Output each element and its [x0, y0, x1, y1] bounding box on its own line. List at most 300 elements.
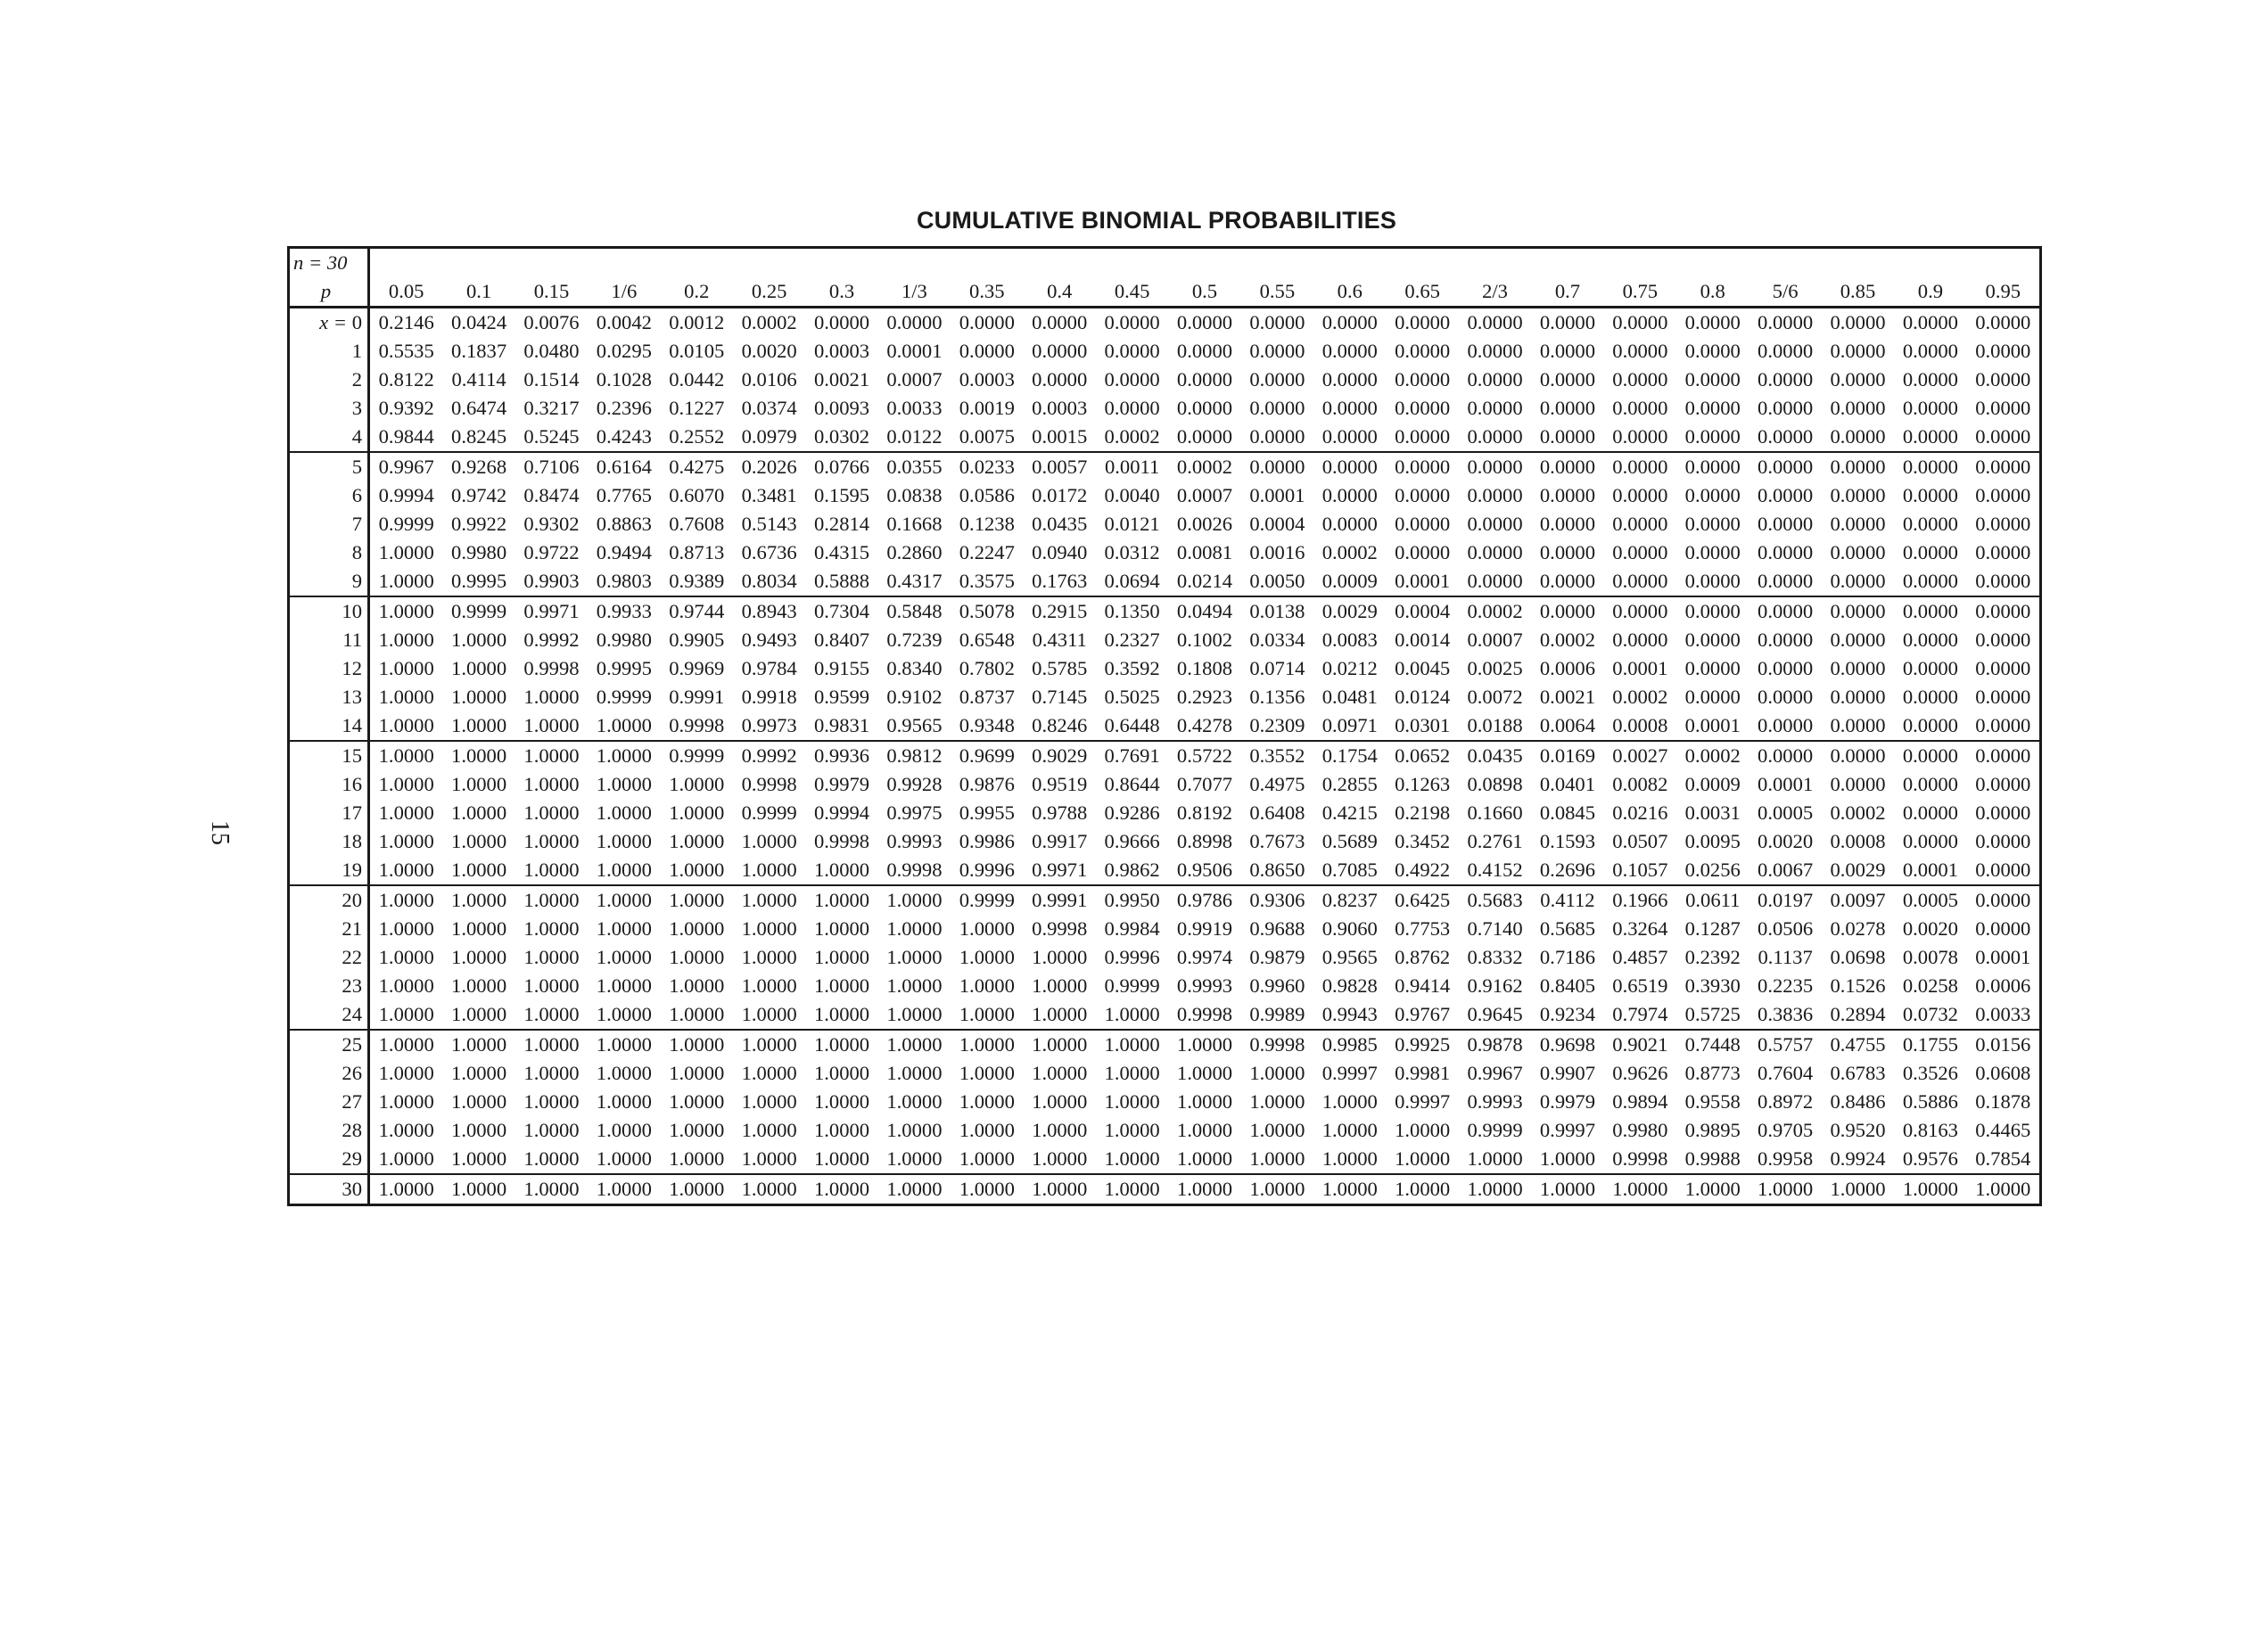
table-row [289, 770, 2041, 799]
probability-cell: 1.0000 [515, 856, 588, 885]
probability-cell: 0.0732 [1894, 1000, 1966, 1030]
probability-cell: 0.8237 [1321, 889, 1378, 911]
probability-cell: 1.0000 [596, 946, 652, 968]
probability-cell: 0.0000 [1539, 513, 1596, 535]
probability-cell: 0.9955 [959, 801, 1015, 824]
probability-cell: 0.4315 [813, 541, 870, 563]
p-value-header: 0.5 [1168, 277, 1240, 308]
probability-cell: 0.0000 [1249, 397, 1305, 419]
probability-cell: 0.9999 [596, 686, 652, 708]
probability-cell: 1.0000 [813, 917, 870, 940]
x-value: 20 [342, 889, 362, 911]
probability-cell: 0.6070 [669, 484, 725, 506]
probability-cell: 0.3575 [951, 567, 1023, 596]
probability-cell: 1.0000 [886, 974, 943, 997]
probability-cell: 0.9997 [1321, 1062, 1378, 1084]
probability-cell: 0.0000 [1467, 311, 1523, 333]
probability-cell: 1.0000 [669, 1033, 725, 1056]
probability-cell: 0.9831 [805, 711, 877, 741]
probability-cell: 0.9984 [1104, 917, 1160, 940]
probability-cell: 0.9974 [1176, 946, 1233, 968]
probability-cell: 1.0000 [1176, 1033, 1233, 1056]
probability-cell: 0.0000 [1531, 567, 1603, 596]
probability-cell: 1.0000 [951, 1000, 1023, 1030]
x-value: 25 [342, 1033, 362, 1056]
probability-cell: 0.0000 [1395, 484, 1451, 506]
probability-cell: 1.0000 [669, 917, 725, 940]
probability-cell: 1.0000 [523, 773, 580, 795]
probability-cell: 0.0000 [1822, 423, 1894, 452]
probability-cell: 0.0000 [1902, 456, 1958, 478]
probability-cell: 1.0000 [1032, 974, 1088, 997]
table-row [289, 799, 2041, 827]
probability-cell: 0.9286 [1104, 801, 1160, 824]
probability-cell: 0.0172 [1032, 484, 1088, 506]
probability-cell: 0.9936 [813, 744, 870, 767]
table-row [289, 827, 2041, 856]
p-value-header: 0.95 [1967, 277, 2041, 308]
probability-cell: 0.0124 [1395, 686, 1451, 708]
probability-cell: 0.0000 [1249, 456, 1305, 478]
probability-cell: 1.0000 [1024, 1000, 1096, 1030]
probability-cell: 0.9389 [661, 567, 733, 596]
probability-cell: 1.0000 [378, 1178, 434, 1200]
probability-cell: 0.0258 [1902, 974, 1958, 997]
p-value-header: 0.1 [442, 277, 515, 308]
probability-cell: 0.0000 [1758, 629, 1814, 651]
probability-cell: 0.0000 [1539, 368, 1596, 390]
table-row [289, 711, 2041, 741]
probability-cell: 0.0006 [1975, 974, 2031, 997]
probability-cell: 0.0002 [1539, 629, 1596, 651]
probability-cell: 0.0019 [959, 397, 1015, 419]
probability-cell: 0.1966 [1612, 889, 1668, 911]
probability-cell: 0.0000 [1395, 456, 1451, 478]
probability-cell: 0.9493 [741, 629, 797, 651]
probability-cell: 1.0000 [1176, 1062, 1233, 1084]
probability-cell: 0.8972 [1758, 1090, 1814, 1113]
probability-cell: 0.4112 [1540, 889, 1595, 911]
probability-cell: 1.0000 [661, 856, 733, 885]
probability-cell: 1.0000 [805, 1000, 877, 1030]
probability-cell: 0.0000 [1830, 629, 1886, 651]
probability-cell: 0.9879 [1249, 946, 1305, 968]
probability-cell: 0.1514 [523, 368, 580, 390]
table-row [289, 972, 2041, 1000]
probability-cell: 0.0050 [1241, 567, 1313, 596]
probability-cell: 1.0000 [741, 1178, 797, 1200]
probability-cell: 0.0000 [1975, 368, 2031, 390]
probability-cell: 0.0000 [1902, 744, 1958, 767]
probability-cell: 1.0000 [515, 1000, 588, 1030]
probability-cell: 0.0000 [1395, 340, 1451, 362]
x-value: 2 [351, 368, 362, 390]
probability-cell: 0.0076 [523, 311, 580, 333]
probability-cell: 0.0000 [1902, 801, 1958, 824]
probability-cell: 0.6783 [1830, 1062, 1886, 1084]
probability-cell: 0.1593 [1539, 830, 1596, 852]
probability-cell: 0.0000 [1539, 397, 1596, 419]
probability-cell: 0.1595 [813, 484, 870, 506]
probability-cell: 1.0000 [596, 1033, 652, 1056]
probability-cell: 1.0000 [886, 889, 943, 911]
probability-cell: 0.9996 [1104, 946, 1160, 968]
probability-cell: 1.0000 [596, 917, 652, 940]
probability-cell: 1.0000 [596, 773, 652, 795]
probability-cell: 0.9995 [442, 567, 515, 596]
probability-cell: 0.0197 [1758, 889, 1814, 911]
probability-cell: 0.0000 [1684, 340, 1741, 362]
probability-cell: 0.7077 [1176, 773, 1233, 795]
probability-cell: 0.0652 [1395, 744, 1451, 767]
probability-cell: 0.9980 [596, 629, 652, 651]
probability-cell: 0.0212 [1321, 657, 1378, 679]
probability-cell: 1.0000 [523, 1178, 580, 1200]
probability-cell: 0.7753 [1395, 917, 1451, 940]
probability-cell: 0.0000 [1539, 340, 1596, 362]
probability-cell: 0.0188 [1459, 711, 1531, 741]
probability-cell: 0.0000 [1531, 423, 1603, 452]
probability-cell: 0.0002 [1321, 541, 1378, 563]
probability-cell: 1.0000 [1104, 1033, 1160, 1056]
table-row [289, 337, 2041, 366]
p-value-header: 0.9 [1894, 277, 1966, 308]
probability-cell: 0.1057 [1604, 856, 1676, 885]
probability-cell: 1.0000 [741, 1033, 797, 1056]
probability-cell: 1.0000 [959, 1119, 1015, 1141]
probability-cell: 1.0000 [523, 830, 580, 852]
probability-cell: 0.0000 [1902, 600, 1958, 622]
probability-cell: 0.0169 [1539, 744, 1596, 767]
probability-cell: 0.9894 [1612, 1090, 1668, 1113]
probability-cell: 0.0000 [1830, 513, 1886, 535]
probability-cell: 0.2198 [1395, 801, 1451, 824]
probability-cell: 0.7604 [1758, 1062, 1814, 1084]
probability-cell: 0.9907 [1539, 1062, 1596, 1084]
probability-cell: 0.9155 [813, 657, 870, 679]
x-value: 4 [351, 425, 362, 448]
probability-cell: 1.0000 [741, 830, 797, 852]
probability-cell: 0.8713 [669, 541, 725, 563]
probability-cell: 0.0000 [1684, 311, 1741, 333]
probability-cell: 1.0000 [959, 1090, 1015, 1113]
probability-cell: 0.0002 [1830, 801, 1886, 824]
probability-cell: 0.7974 [1604, 1000, 1676, 1030]
table-row [289, 626, 2041, 654]
probability-cell: 0.1137 [1758, 946, 1813, 968]
probability-cell: 0.0057 [1032, 456, 1088, 478]
probability-cell: 0.0435 [1032, 513, 1088, 535]
table-row [289, 366, 2041, 394]
probability-cell: 0.9925 [1395, 1033, 1451, 1056]
probability-cell: 1.0000 [1684, 1178, 1741, 1200]
probability-cell: 0.4114 [451, 368, 506, 390]
probability-cell: 0.2761 [1467, 830, 1523, 852]
x-value: 0 [351, 311, 362, 333]
probability-cell: 0.0000 [1894, 567, 1966, 596]
probability-cell: 0.0435 [1467, 744, 1523, 767]
probability-cell: 0.2235 [1758, 974, 1814, 997]
probability-cell: 0.0000 [1313, 423, 1386, 452]
probability-cell: 1.0000 [733, 856, 805, 885]
probability-cell: 0.9928 [886, 773, 943, 795]
probability-cell: 0.9919 [1176, 917, 1233, 940]
probability-cell: 1.0000 [669, 889, 725, 911]
probability-cell: 1.0000 [669, 830, 725, 852]
probability-cell: 0.4311 [1032, 629, 1087, 651]
probability-cell: 0.0000 [1967, 711, 2041, 741]
p-value-header: 1/6 [588, 277, 660, 308]
probability-cell: 0.0001 [1676, 711, 1749, 741]
x-value: 3 [351, 397, 362, 419]
x-label [289, 481, 369, 510]
probability-cell: 1.0000 [1032, 946, 1088, 968]
probability-cell: 1.0000 [378, 744, 434, 767]
probability-cell: 0.0000 [1894, 423, 1966, 452]
probability-cell: 0.0000 [1830, 311, 1886, 333]
table-row [289, 452, 2041, 481]
probability-cell: 0.0121 [1104, 513, 1160, 535]
probability-cell: 0.0005 [1758, 801, 1814, 824]
probability-cell: 0.9979 [813, 773, 870, 795]
probability-cell: 0.2552 [661, 423, 733, 452]
probability-cell: 0.9993 [886, 830, 943, 852]
probability-cell: 1.0000 [805, 1145, 877, 1174]
probability-cell: 0.3552 [1249, 744, 1305, 767]
probability-cell: 0.9234 [1531, 1000, 1603, 1030]
probability-cell: 1.0000 [378, 629, 434, 651]
probability-cell: 0.4755 [1830, 1033, 1886, 1056]
probability-cell: 0.9993 [1176, 974, 1233, 997]
x-label [289, 366, 369, 394]
probability-cell: 1.0000 [451, 1062, 507, 1084]
x-value: 29 [342, 1147, 362, 1170]
x-label [289, 567, 369, 596]
probability-cell: 0.0000 [1249, 368, 1305, 390]
p-label-text: p [320, 280, 332, 302]
probability-cell: 0.4275 [669, 456, 725, 478]
probability-cell: 0.9922 [451, 513, 507, 535]
table-row [289, 1059, 2041, 1088]
probability-cell: 0.0000 [1684, 686, 1741, 708]
probability-cell: 0.2309 [1241, 711, 1313, 741]
probability-cell: 0.0000 [1604, 423, 1676, 452]
probability-cell: 1.0000 [886, 1033, 943, 1056]
table-row [289, 1088, 2041, 1116]
table-row [289, 538, 2041, 567]
probability-cell: 0.0000 [1902, 340, 1958, 362]
probability-cell: 0.0000 [1612, 629, 1668, 651]
probability-cell: 0.0078 [1902, 946, 1958, 968]
probability-cell: 1.0000 [886, 1119, 943, 1141]
probability-cell: 1.0000 [369, 1000, 443, 1030]
probability-cell: 0.2396 [596, 397, 652, 419]
probability-cell: 1.0000 [886, 1090, 943, 1113]
probability-cell: 1.0000 [588, 856, 660, 885]
probability-cell: 1.0000 [959, 974, 1015, 997]
probability-cell: 1.0000 [1249, 1062, 1305, 1084]
probability-cell: 1.0000 [741, 974, 797, 997]
probability-cell: 0.0000 [1321, 368, 1378, 390]
probability-cell: 0.0334 [1249, 629, 1305, 651]
table-body [289, 308, 2041, 1205]
probability-cell: 0.2894 [1822, 1000, 1894, 1030]
probability-cell: 0.9917 [1032, 830, 1088, 852]
probability-cell: 0.6164 [596, 456, 652, 478]
probability-cell: 0.0278 [1830, 917, 1886, 940]
probability-cell: 0.0214 [1168, 567, 1240, 596]
probability-cell: 0.9988 [1676, 1145, 1749, 1174]
probability-cell: 1.0000 [588, 1145, 660, 1174]
probability-cell: 1.0000 [378, 946, 434, 968]
probability-cell: 0.9599 [813, 686, 870, 708]
table-row [289, 1174, 2041, 1205]
probability-cell: 0.0233 [959, 456, 1015, 478]
probability-cell: 1.0000 [669, 801, 725, 824]
probability-cell: 0.9991 [1032, 889, 1088, 911]
probability-cell: 0.6425 [1395, 889, 1451, 911]
probability-cell: 0.3930 [1684, 974, 1741, 997]
probability-cell: 0.0000 [1176, 311, 1233, 333]
probability-cell: 0.0611 [1685, 889, 1741, 911]
probability-cell: 0.0000 [1830, 773, 1886, 795]
probability-cell: 0.0000 [1830, 484, 1886, 506]
probability-cell: 0.1837 [451, 340, 507, 362]
probability-cell: 0.0000 [1975, 513, 2031, 535]
probability-cell: 1.0000 [1467, 1178, 1523, 1200]
probability-cell: 0.0000 [1249, 311, 1305, 333]
probability-cell: 0.2860 [886, 541, 943, 563]
probability-cell: 0.7106 [523, 456, 580, 478]
x-label [289, 394, 369, 423]
probability-cell: 0.0000 [1612, 600, 1668, 622]
p-value-header: 0.2 [661, 277, 733, 308]
probability-cell: 0.1002 [1176, 629, 1233, 651]
probability-cell: 1.0000 [669, 773, 725, 795]
probability-cell: 0.0003 [813, 340, 870, 362]
probability-cell: 0.9999 [378, 513, 434, 535]
probability-cell: 0.0000 [1902, 830, 1958, 852]
probability-cell: 1.0000 [378, 773, 434, 795]
probability-cell: 1.0000 [369, 856, 443, 885]
probability-cell: 0.0002 [1467, 600, 1523, 622]
x-value: 14 [342, 714, 362, 736]
x-label [289, 1059, 369, 1088]
p-value-header: 5/6 [1749, 277, 1821, 308]
probability-cell: 0.0000 [1104, 368, 1160, 390]
table-row [289, 885, 2041, 915]
probability-cell: 1.0000 [669, 974, 725, 997]
probability-cell: 0.0000 [1684, 368, 1741, 390]
probability-cell: 0.0694 [1096, 567, 1168, 596]
probability-cell: 0.0002 [1684, 744, 1741, 767]
probability-cell: 0.7802 [959, 657, 1015, 679]
probability-cell: 0.8245 [442, 423, 515, 452]
probability-cell: 0.0004 [1249, 513, 1305, 535]
probability-cell: 0.9698 [1539, 1033, 1596, 1056]
p-value-header: 0.3 [805, 277, 877, 308]
probability-cell: 0.9967 [1467, 1062, 1523, 1084]
probability-cell: 1.0000 [669, 1119, 725, 1141]
probability-cell: 0.0000 [1467, 340, 1523, 362]
probability-cell: 1.0000 [1249, 1119, 1305, 1141]
probability-cell: 0.9998 [1032, 917, 1088, 940]
probability-cell: 0.0898 [1467, 773, 1523, 795]
probability-cell: 1.0000 [523, 1033, 580, 1056]
probability-cell: 0.0480 [523, 340, 580, 362]
probability-cell: 1.0000 [378, 830, 434, 852]
probability-cell: 0.0029 [1822, 856, 1894, 885]
probability-cell: 0.3264 [1612, 917, 1668, 940]
probability-cell: 0.1227 [669, 397, 725, 419]
probability-cell: 0.0000 [1612, 456, 1668, 478]
probability-cell: 1.0000 [1758, 1178, 1814, 1200]
probability-cell: 1.0000 [451, 657, 507, 679]
probability-cell: 0.9924 [1822, 1145, 1894, 1174]
probability-cell: 0.0000 [1902, 513, 1958, 535]
probability-cell: 0.0007 [886, 368, 943, 390]
probability-cell: 1.0000 [1975, 1178, 2031, 1200]
probability-cell: 0.0000 [1395, 541, 1451, 563]
probability-cell: 1.0000 [451, 830, 507, 852]
probability-cell: 0.0000 [1975, 801, 2031, 824]
probability-cell: 0.0000 [1459, 567, 1531, 596]
probability-cell: 0.9971 [1024, 856, 1096, 885]
probability-cell: 1.0000 [669, 1062, 725, 1084]
probability-cell: 0.7145 [1032, 686, 1088, 708]
probability-cell: 1.0000 [1032, 1178, 1088, 1200]
probability-cell: 0.5245 [515, 423, 588, 452]
header-blank [369, 248, 2041, 278]
probability-cell: 0.3452 [1395, 830, 1451, 852]
probability-cell: 0.9803 [588, 567, 660, 596]
probability-cell: 0.0000 [1176, 340, 1233, 362]
probability-cell: 0.0000 [1684, 513, 1741, 535]
header-row-n [289, 248, 2041, 278]
probability-cell: 0.1238 [959, 513, 1015, 535]
probability-cell: 1.0000 [1096, 1145, 1168, 1174]
probability-cell: 0.0000 [1321, 311, 1378, 333]
probability-cell: 0.9876 [959, 773, 1015, 795]
probability-cell: 0.0000 [1975, 629, 2031, 651]
probability-cell: 0.9626 [1612, 1062, 1668, 1084]
probability-cell: 0.0000 [1612, 513, 1668, 535]
probability-cell: 0.9995 [596, 657, 652, 679]
probability-cell: 0.4975 [1249, 773, 1305, 795]
x-label [289, 1030, 369, 1059]
probability-cell: 0.9999 [669, 744, 725, 767]
x-label [289, 1000, 369, 1030]
x-label [289, 770, 369, 799]
probability-cell: 0.2146 [378, 311, 434, 333]
probability-cell: 0.0015 [1024, 423, 1096, 452]
x-value: 1 [351, 340, 362, 362]
probability-cell: 1.0000 [733, 1145, 805, 1174]
probability-cell: 0.9993 [1467, 1090, 1523, 1113]
probability-cell: 0.0026 [1176, 513, 1233, 535]
probability-cell: 0.9744 [669, 600, 725, 622]
probability-cell: 0.0000 [1032, 368, 1088, 390]
probability-cell: 0.3481 [741, 484, 797, 506]
probability-cell: 0.0042 [596, 311, 652, 333]
probability-cell: 1.0000 [451, 946, 507, 968]
probability-cell: 1.0000 [369, 567, 443, 596]
probability-cell: 0.0000 [1321, 397, 1378, 419]
probability-cell: 0.0355 [886, 456, 943, 478]
probability-cell: 0.0000 [1975, 830, 2031, 852]
probability-cell: 0.2696 [1531, 856, 1603, 885]
page-number: 15 [206, 820, 234, 845]
